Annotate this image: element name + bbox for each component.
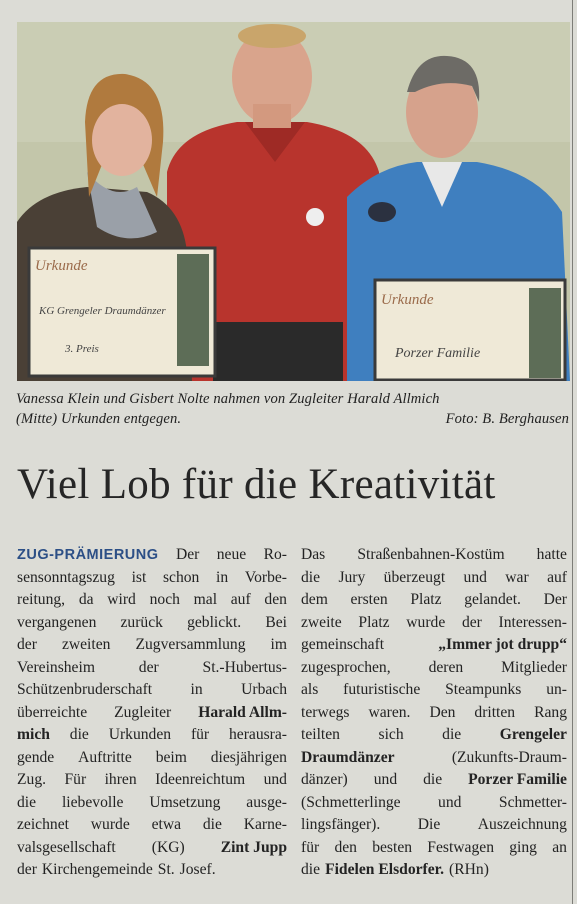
article-word: Auszeichnung xyxy=(477,816,567,833)
article-line xyxy=(17,544,287,567)
article-word: valsgesellschaft xyxy=(17,838,116,856)
article-line xyxy=(301,634,567,657)
article-word: gende xyxy=(17,748,55,766)
article-line xyxy=(17,702,287,725)
article-word: war xyxy=(505,568,529,586)
article-line xyxy=(301,792,567,815)
article-word: die xyxy=(442,726,462,743)
article-word: futuristische xyxy=(343,681,421,698)
article-word: (Schmetterlinge xyxy=(301,793,401,811)
article-word: beim xyxy=(155,748,187,766)
article-word: sich xyxy=(378,726,404,743)
article-line xyxy=(17,724,287,747)
article-word: Umsetzung xyxy=(149,793,221,811)
article-line xyxy=(301,589,567,612)
article-line xyxy=(17,679,287,702)
article-word: und xyxy=(463,568,487,586)
article-word: Den xyxy=(429,703,456,721)
article-word: dänzer) xyxy=(301,771,348,788)
article-word: ging xyxy=(509,838,537,856)
article-word: der xyxy=(17,636,37,653)
article-line xyxy=(17,589,287,612)
certificate-left-name: KG Grengeler Draumdänzer xyxy=(39,305,166,317)
certificate-left-rank: 3. Preis xyxy=(65,343,99,355)
article-word: zweiten xyxy=(61,636,111,653)
article-word: neue xyxy=(216,546,247,563)
article-word: „Immer jot drupp“ xyxy=(438,636,567,653)
article-word: Für xyxy=(64,771,87,788)
article-word: Kirchengemeinde xyxy=(41,861,153,878)
article-word: noch xyxy=(149,591,180,608)
article-word: zeichnet xyxy=(17,816,69,833)
article-word: zugesprochen, xyxy=(301,658,391,676)
photo-credit: Foto: B. Berghausen xyxy=(445,411,569,427)
article-line xyxy=(301,769,567,792)
article-word: un- xyxy=(546,681,567,698)
article-word: besten xyxy=(372,838,413,856)
article-word: herausra- xyxy=(228,726,287,743)
article-word: Vorbe- xyxy=(244,568,287,586)
article-word: gelandet. xyxy=(464,591,521,608)
article-word: wurde xyxy=(406,613,446,631)
article-word: Jury xyxy=(338,568,366,586)
article-word: Die xyxy=(417,816,441,833)
article-word: da xyxy=(78,591,94,608)
article-word: Platz xyxy=(358,613,390,631)
article-word: Bei xyxy=(265,613,287,631)
article-word: zurück xyxy=(120,613,163,631)
article-word: auf xyxy=(547,568,567,586)
article-word: in xyxy=(216,568,229,586)
article-word: Zugversammlung xyxy=(135,636,246,653)
article-word: Urkunden xyxy=(108,726,172,743)
article-word: ihren xyxy=(104,771,137,788)
article-word: mal xyxy=(193,591,218,608)
article-line xyxy=(301,567,567,590)
article-word: dritten xyxy=(474,703,516,721)
article-word: Grengeler xyxy=(499,726,567,743)
article-word: ausge- xyxy=(246,793,287,811)
article-word: Auftritte xyxy=(78,748,132,766)
article-word: Vereinsheim xyxy=(17,658,95,676)
article-line xyxy=(17,792,287,815)
article-word: Zint Jupp xyxy=(220,838,287,856)
article-word: dem xyxy=(301,591,328,608)
article-word: die xyxy=(423,771,443,788)
article-word: Josef. xyxy=(179,861,216,878)
article-line xyxy=(301,859,567,882)
article-word: vergangenen xyxy=(17,613,97,631)
article-line xyxy=(301,702,567,725)
article-word: und xyxy=(373,771,398,788)
article-word: (Zukunfts-Draum- xyxy=(451,748,567,766)
article-word: waren. xyxy=(368,703,411,721)
article-word: und xyxy=(263,771,287,788)
article-word: auf xyxy=(230,591,251,608)
article-word: Festwagen xyxy=(427,838,494,856)
article-word: Mitglieder xyxy=(501,658,567,676)
article-photo xyxy=(17,22,570,381)
photo-caption xyxy=(16,389,569,429)
certificate-left-title: Urkunde xyxy=(35,258,88,274)
article-word: Karne- xyxy=(243,816,287,833)
article-column-right xyxy=(301,544,567,882)
article-word: reitung, xyxy=(17,591,66,608)
article-word: diesjährigen xyxy=(210,748,287,766)
section-rubric: ZUG-PRÄMIERUNG xyxy=(17,547,159,563)
article-word: schon xyxy=(162,568,200,586)
article-line xyxy=(17,567,287,590)
article-line xyxy=(301,837,567,860)
article-word: (RHn) xyxy=(449,861,489,878)
article-word: (KG) xyxy=(151,838,185,856)
article-word: überreichte xyxy=(17,703,88,721)
article-line xyxy=(17,814,287,837)
article-line xyxy=(301,814,567,837)
article-word: der xyxy=(138,658,159,676)
article-word: Schützenbruderschaft xyxy=(17,681,153,698)
article-line xyxy=(17,859,287,882)
article-line xyxy=(301,747,567,770)
article-word: terwegs xyxy=(301,703,350,721)
article-word: zweite xyxy=(301,613,342,631)
article-word: an xyxy=(552,838,567,856)
article-word: sensonntagszug xyxy=(17,568,115,586)
article-word: die xyxy=(17,793,37,811)
article-word: die xyxy=(301,861,321,878)
article-word: im xyxy=(270,636,287,653)
article-word: Rang xyxy=(534,703,567,721)
article-word: teilten xyxy=(301,726,340,743)
article-word: der xyxy=(17,861,37,878)
article-line xyxy=(17,657,287,680)
headline: Viel Lob für die Kreativität xyxy=(17,461,496,508)
article-word: Zug. xyxy=(17,771,47,788)
article-word: die xyxy=(202,816,222,833)
article-word: mich xyxy=(17,726,50,743)
article-word: Das xyxy=(301,546,326,563)
article-word: Ro- xyxy=(263,546,287,563)
article-line xyxy=(17,634,287,657)
article-word: überzeugt xyxy=(383,568,446,586)
article-word: liebevolle xyxy=(61,793,124,811)
caption-line-1: Vanessa Klein und Gisbert Nolte nahmen von Zugleiter Harald Allmich xyxy=(16,391,440,407)
article-word: Ideenreichtum xyxy=(155,771,246,788)
article-word: Fidelen Elsdorfer. xyxy=(325,861,445,878)
article-word: und xyxy=(438,793,462,811)
article-word: den xyxy=(334,838,357,856)
article-line xyxy=(17,612,287,635)
article-word: geblickt. xyxy=(187,613,242,631)
article-line xyxy=(301,724,567,747)
article-line xyxy=(301,679,567,702)
article-word: deren xyxy=(428,658,464,676)
article-word: Straßenbahnen-Kostüm xyxy=(357,546,505,563)
article-word: die xyxy=(69,726,89,743)
article-word: ersten xyxy=(350,591,388,608)
article-word: Schmetter- xyxy=(498,793,567,811)
article-word: wurde xyxy=(90,816,130,833)
article-word: für xyxy=(301,838,320,856)
article-line xyxy=(301,612,567,635)
article-word: Harald Allm- xyxy=(198,703,287,721)
article-word: für xyxy=(190,726,210,743)
article-word: Zugleiter xyxy=(114,703,172,721)
article-line xyxy=(301,544,567,567)
article-word: in xyxy=(190,681,203,698)
article-word: wird xyxy=(107,591,136,608)
article-line xyxy=(17,747,287,770)
certificate-right-name: Porzer Familie xyxy=(395,346,481,361)
article-word: Der xyxy=(175,546,200,563)
article-line xyxy=(17,837,287,860)
article-word: den xyxy=(264,591,287,608)
article-line xyxy=(17,769,287,792)
caption-line-2: (Mitte) Urkunden entgegen. xyxy=(16,411,182,427)
article-word: hatte xyxy=(536,546,567,563)
article-column-left xyxy=(17,544,287,882)
article-line xyxy=(301,657,567,680)
article-word: als xyxy=(301,681,319,698)
article-word: Draumdänzer xyxy=(301,748,395,766)
article-word: Urbach xyxy=(241,681,287,698)
article-word: Steampunks xyxy=(445,681,522,698)
column-rule xyxy=(572,0,573,904)
article-word: etwa xyxy=(151,816,181,833)
certificate-right-title: Urkunde xyxy=(381,292,434,308)
article-word: ist xyxy=(131,568,147,586)
article-word: lingsfänger). xyxy=(301,816,381,833)
article-word: die xyxy=(301,568,321,586)
article-word: Porzer Familie xyxy=(468,771,567,788)
article-word: St.-Hubertus- xyxy=(202,658,287,676)
article-word: gemeinschaft xyxy=(301,636,385,653)
article-word: der xyxy=(461,613,482,631)
article-word: St. xyxy=(157,861,175,878)
article-word: Interessen- xyxy=(498,613,567,631)
article-word: Der xyxy=(543,591,567,608)
article-word: Platz xyxy=(410,591,442,608)
